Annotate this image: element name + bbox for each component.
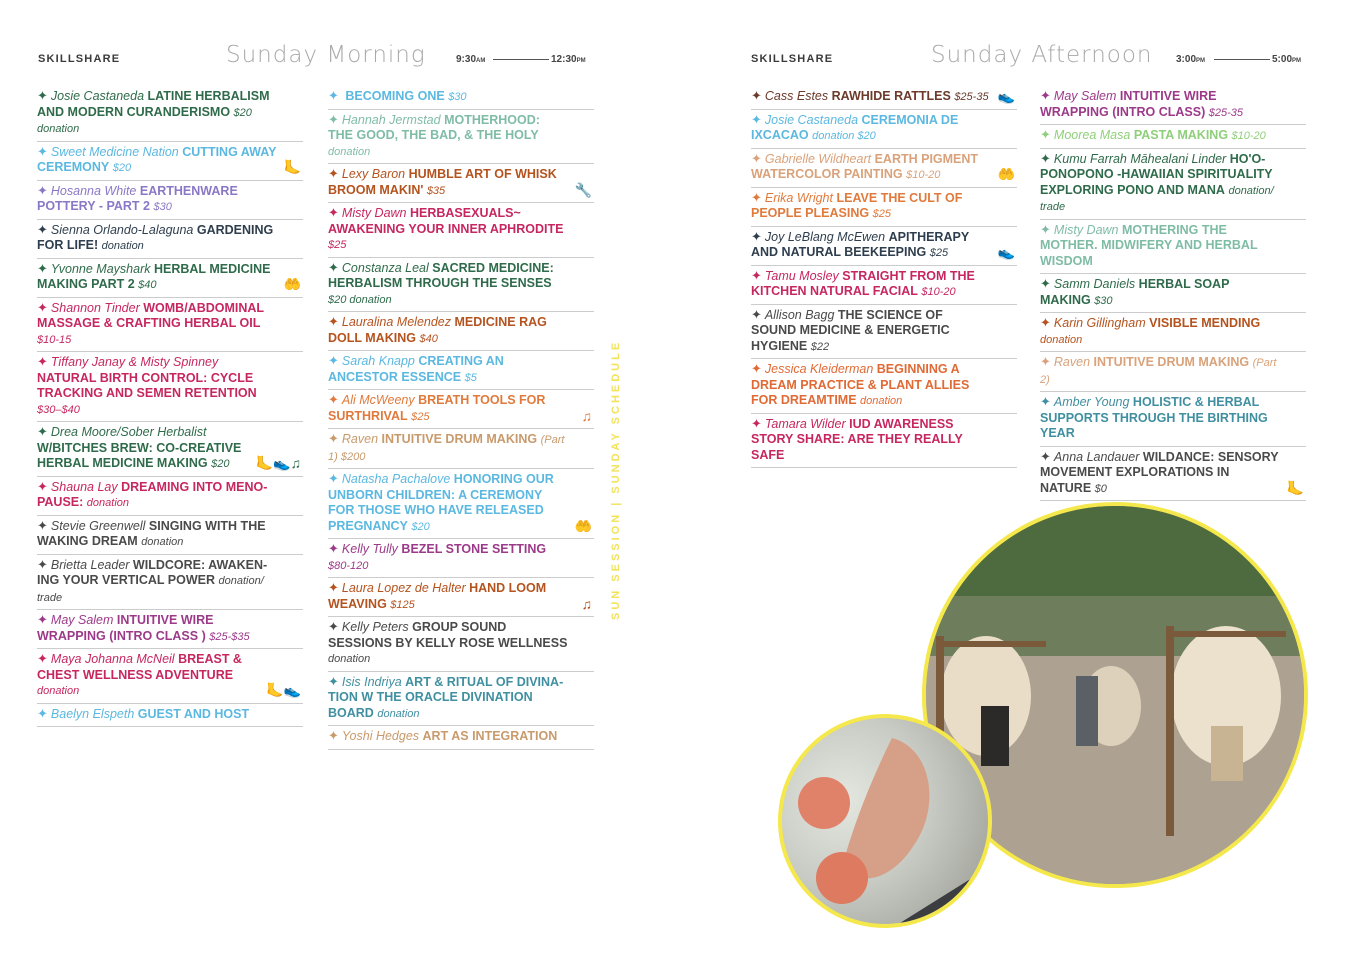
star-icon: ✦	[1040, 88, 1051, 103]
vertical-schedule-label: SUN SESSION | SUNDAY SCHEDULE	[610, 339, 622, 620]
workshop-title: SACRED MEDICINE: HERBALISM THROUGH THE SENSES	[328, 260, 554, 290]
schedule-item	[751, 414, 1017, 469]
presenter-name: Sarah Knapp	[341, 354, 415, 368]
workshop-title: HERBASEXUALS~ AWAKENING YOUR INNER APHRODITE	[328, 206, 564, 236]
presenter-name: Jessica Kleiderman	[764, 362, 874, 376]
foot-shoe-icon: 🦶👟	[266, 682, 301, 698]
star-icon: ✦	[328, 431, 339, 446]
workshop-title: MEDICINE RAG DOLL MAKING	[328, 315, 547, 345]
star-icon: ✦	[328, 353, 339, 368]
workshop-price: $20	[112, 162, 132, 174]
schedule-item	[328, 429, 594, 469]
presenter-name: Raven	[1053, 355, 1091, 369]
presenter-name: Maya Johanna McNeil	[50, 652, 175, 666]
page-title-left: Sunday Morning	[226, 42, 426, 68]
workshop-title: HOLISTIC & HERBAL SUPPORTS THROUGH THE BIRTHING YEAR	[1040, 395, 1268, 440]
star-icon: ✦	[328, 88, 339, 103]
schedule-item	[751, 227, 1017, 266]
workshop-title: HO'O-PONOPONO -HAWAIIAN SPIRITUALITY EXPLORING PONO AND MANA	[1040, 151, 1273, 197]
workshop-title: BREAST & CHEST WELLNESS ADVENTURE	[37, 652, 242, 682]
presenter-name: Anna Landauer	[1053, 449, 1140, 464]
workshop-title: WILDANCE: SENSORY MOVEMENT EXPLORATIONS IN NATURE	[1040, 449, 1279, 495]
presenter-name: Stevie Greenwell	[50, 518, 146, 533]
star-icon: ✦	[37, 354, 48, 369]
presenter-name: Amber Young	[1053, 395, 1130, 409]
star-icon: ✦	[751, 306, 762, 322]
workshop-title: MOTHERHOOD: THE GOOD, THE BAD, & THE HOLY	[328, 112, 540, 142]
presenter-name: May Salem	[50, 613, 114, 627]
schedule-item	[1040, 125, 1306, 149]
schedule-item	[328, 617, 594, 672]
schedule-item	[751, 149, 1017, 188]
workshop-title: LATINE HERBALISM AND MODERN CURANDERISMO	[37, 89, 270, 119]
schedule-item	[37, 555, 303, 611]
star-icon: ✦	[37, 705, 48, 721]
schedule-column-morning-2	[328, 86, 594, 750]
workshop-price: $10-15	[37, 333, 72, 346]
workshop-title: BECOMING ONE	[345, 89, 445, 103]
star-icon: ✦	[328, 166, 339, 181]
star-icon: ✦	[37, 651, 48, 666]
presenter-name: Joy LeBlang McEwen	[764, 229, 886, 244]
workshop-title: IUD AWARENESS STORY SHARE: ARE THEY REALLY SAFE	[751, 416, 963, 462]
workshop-price: donation	[328, 145, 371, 158]
schedule-item	[328, 539, 594, 578]
time-start-right: 3:00PM	[1176, 54, 1206, 65]
workshop-title: BEZEL STONE SETTING	[401, 542, 547, 556]
schedule-item	[328, 672, 594, 727]
star-icon: ✦	[37, 478, 48, 494]
workshop-price: $30	[153, 201, 172, 213]
workshop-price: $30–$40	[37, 403, 80, 416]
workshop-title: APITHERAPY AND NATURAL BEEKEEPING	[751, 229, 969, 259]
presenter-name: Allison Bagg	[764, 307, 835, 322]
workshop-price: donation	[86, 497, 130, 509]
workshop-price: $125	[390, 598, 415, 611]
schedule-item	[751, 86, 1017, 110]
foot-icon: 🦶	[283, 159, 301, 175]
star-icon: ✦	[328, 471, 339, 486]
star-icon: ✦	[37, 260, 48, 276]
workshop-price: $80-120	[328, 559, 369, 572]
star-icon: ✦	[751, 267, 762, 283]
presenter-name: Isis Indriya	[341, 674, 402, 689]
time-line-right	[1214, 59, 1270, 60]
schedule-item	[37, 516, 303, 555]
workshop-title: CUTTING AWAY CEREMONY	[37, 144, 277, 174]
workshop-title: INTUITIVE WIRE WRAPPING (INTRO CLASS )	[37, 613, 214, 643]
star-icon: ✦	[1040, 221, 1051, 237]
workshop-title: ART & RITUAL OF DIVINA-TION W THE ORACLE DIVINATION BOARD	[328, 674, 564, 720]
workshop-title: DREAMING INTO MENO-PAUSE:	[37, 479, 268, 509]
shoe-icon: 👟	[997, 88, 1015, 104]
presenter-name: Yvonne Mayshark	[50, 261, 151, 276]
workshop-price: donation	[1040, 333, 1083, 346]
schedule-item	[328, 351, 594, 390]
workshop-price: donation	[101, 240, 144, 252]
workshop-price: (Part 2)	[1040, 357, 1277, 386]
workshop-title: CREATING AN ANCESTOR ESSENCE	[328, 354, 504, 384]
page-title-right: Sunday Afternoon	[931, 42, 1153, 68]
workshop-title: GARDENING FOR LIFE!	[37, 222, 274, 252]
schedule-item	[328, 726, 594, 750]
workshop-title: SINGING WITH THE WAKING DREAM	[37, 518, 266, 548]
presenter-name: Shauna Lay	[50, 479, 118, 494]
workshop-title: WILDCORE: AWAKEN-ING YOUR VERTICAL POWER	[37, 557, 268, 587]
workshop-price: (Part 1) $200	[328, 434, 565, 463]
schedule-item	[751, 266, 1017, 305]
workshop-price: donation	[377, 707, 420, 720]
workshop-price: $30	[1094, 294, 1113, 307]
workshop-price: $10-20	[1231, 130, 1266, 142]
schedule-item	[328, 469, 594, 539]
schedule-item	[328, 110, 594, 165]
workshop-price: $25	[411, 410, 430, 423]
wrench-icon: 🔧	[574, 181, 592, 198]
schedule-item	[1040, 274, 1306, 313]
presenter-name: Gabrielle Wildheart	[764, 151, 872, 166]
workshop-price: $20 donation	[37, 106, 252, 135]
star-icon: ✦	[1040, 394, 1051, 409]
presenter-name: Kelly Tully	[341, 542, 398, 556]
schedule-item	[37, 181, 303, 220]
workshop-title: HUMBLE ART OF WHISK BROOM MAKIN'	[328, 167, 557, 197]
presenter-name: Constanza Leal	[341, 260, 429, 275]
workshop-title: THE SCIENCE OF SOUND MEDICINE & ENERGETIC HYGIENE	[751, 307, 950, 353]
workshop-price: $40	[138, 279, 157, 291]
star-icon: ✦	[1040, 276, 1051, 291]
workshop-title: GROUP SOUND SESSIONS BY KELLY ROSE WELLNESS	[328, 620, 568, 650]
schedule-item	[37, 610, 303, 649]
workshop-title: NATURAL BIRTH CONTROL: CYCLE TRACKING AND SEMEN RETENTION	[37, 370, 257, 400]
presenter-name: Lauralina Melendez	[341, 315, 452, 329]
schedule-item	[37, 649, 303, 704]
workshop-title: HONORING OUR UNBORN CHILDREN: A CEREMONY FOR THOSE WHO HAVE RELEASED PREGNANCY	[328, 472, 554, 533]
workshop-title: RAWHIDE RATTLES	[831, 89, 951, 103]
star-icon: ✦	[1040, 354, 1051, 369]
workshop-price: $30	[448, 91, 467, 103]
star-icon: ✦	[37, 424, 48, 439]
workshop-title: W/BITCHES BREW: CO-CREATIVE HERBAL MEDICINE MAKING	[37, 440, 242, 470]
presenter-name: Brietta Leader	[50, 557, 130, 572]
star-icon: ✦	[328, 728, 339, 743]
heart-hand-icon: 🤲	[997, 166, 1015, 182]
star-icon: ✦	[328, 580, 339, 595]
star-icon: ✦	[37, 221, 48, 237]
music-icon: ♫	[581, 407, 592, 424]
section-label-right: SKILLSHARE	[751, 53, 834, 65]
star-icon: ✦	[751, 150, 762, 166]
presenter-name: Lexy Baron	[341, 167, 406, 181]
workshop-price: donation/ trade	[37, 575, 264, 604]
workshop-title: EARTH PIGMENT WATERCOLOR PAINTING	[751, 151, 979, 181]
star-icon: ✦	[328, 541, 339, 556]
workshop-title: VISIBLE MENDING	[1149, 316, 1261, 330]
presenter-name: Cass Estes	[764, 89, 829, 103]
workshop-price: donation	[328, 653, 371, 665]
presenter-name: May Salem	[1053, 89, 1117, 103]
workshop-title: ART AS INTEGRATION	[422, 729, 558, 743]
schedule-item	[328, 258, 594, 313]
presenter-name: Hannah Jermstad	[341, 112, 441, 127]
workshop-title: HERBAL MEDICINE MAKING PART 2	[37, 261, 271, 291]
presenter-name: Misty Dawn	[1053, 222, 1119, 237]
schedule-item	[37, 477, 303, 516]
workshop-price: donation	[141, 536, 184, 548]
workshop-price: $25-35	[1208, 106, 1244, 119]
schedule-item	[37, 259, 303, 298]
workshop-title: INTUITIVE WIRE WRAPPING (INTRO CLASS)	[1040, 89, 1217, 119]
workshop-price: donation/ trade	[1040, 184, 1274, 213]
workshop-title: LEAVE THE CULT OF PEOPLE PLEASING	[751, 190, 963, 220]
time-end-right: 5:00PM	[1272, 54, 1302, 65]
schedule-item	[37, 220, 303, 259]
star-icon: ✦	[328, 392, 339, 407]
schedule-item	[1040, 86, 1306, 125]
workshop-title: PASTA MAKING	[1133, 128, 1229, 142]
presenter-name: Yoshi Hedges	[341, 729, 420, 743]
schedule-item	[751, 305, 1017, 360]
schedule-item	[37, 298, 303, 353]
workshop-price: $25-$35	[209, 630, 250, 643]
workshop-price: $25-35	[954, 91, 989, 103]
schedule-item	[751, 110, 1017, 149]
schedule-item	[328, 203, 594, 258]
star-icon: ✦	[328, 205, 339, 220]
schedule-item	[1040, 149, 1306, 220]
hand-flowers-illustration	[782, 718, 988, 924]
schedule-item	[37, 86, 303, 142]
star-icon: ✦	[328, 673, 339, 689]
workshop-price: $10-20	[906, 169, 941, 181]
schedule-item	[328, 312, 594, 351]
presenter-name: Baelyn Elspeth	[50, 706, 135, 721]
presenter-name: Karin Gillingham	[1053, 316, 1146, 330]
star-icon: ✦	[328, 619, 339, 634]
presenter-name: Shannon Tinder	[50, 300, 140, 315]
workshop-title: HAND LOOM WEAVING	[328, 581, 547, 611]
foot-icon: 🦶	[1286, 479, 1304, 496]
schedule-item	[37, 352, 303, 422]
schedule-item	[328, 390, 594, 429]
schedule-column-afternoon-2	[1040, 86, 1306, 501]
schedule-item	[328, 578, 594, 617]
heart-hand-shoe-icon: 🤲	[574, 517, 592, 534]
presenter-name: Samm Daniels	[1053, 277, 1136, 291]
presenter-name: Tiffany Janay & Misty Spinney	[50, 355, 219, 369]
time-end-left: 12:30PM	[551, 54, 586, 65]
workshop-title: MOTHERING THE MOTHER. MIDWIFERY AND HERBAL WISDOM	[1040, 222, 1258, 268]
schedule-item	[1040, 220, 1306, 275]
workshop-title: INTUITIVE DRUM MAKING	[381, 432, 538, 446]
star-icon: ✦	[751, 189, 762, 205]
time-line-left	[493, 59, 549, 60]
time-start-left: 9:30AM	[456, 54, 486, 65]
workshop-price: donation $20	[812, 130, 876, 142]
schedule-item	[328, 86, 594, 110]
workshop-title: BREATH TOOLS FOR SURTHRIVAL	[328, 393, 546, 423]
workshop-title: WOMB/ABDOMINAL MASSAGE & CRAFTING HERBAL OIL	[37, 300, 264, 330]
presenter-name: Natasha Pachalove	[341, 472, 451, 486]
star-icon: ✦	[37, 556, 48, 572]
schedule-column-morning-1	[37, 86, 303, 727]
presenter-name: Sweet Medicine Nation	[50, 144, 179, 159]
star-icon: ✦	[37, 182, 48, 198]
star-icon: ✦	[751, 361, 762, 376]
presenter-name: Raven	[341, 432, 379, 446]
star-icon: ✦	[328, 314, 339, 329]
workshop-photo-small	[778, 714, 992, 928]
schedule-item	[1040, 392, 1306, 447]
presenter-name: Laura Lopez de Halter	[341, 581, 466, 595]
schedule-item	[37, 142, 303, 181]
schedule-item	[1040, 447, 1306, 502]
shoe-icon: 👟	[997, 244, 1015, 260]
schedule-item	[37, 704, 303, 728]
schedule-item	[751, 359, 1017, 414]
workshop-price: $0	[1094, 482, 1107, 495]
star-icon: ✦	[37, 517, 48, 533]
workshop-price: $40	[419, 332, 438, 345]
workshop-title: INTUITIVE DRUM MAKING	[1093, 355, 1250, 369]
presenter-name: Tamu Mosley	[764, 268, 839, 283]
heart-hand-icon: 🤲	[283, 276, 301, 292]
star-icon: ✦	[1040, 150, 1051, 166]
presenter-name: Ali McWeeny	[341, 393, 415, 407]
workshop-price: donation	[37, 685, 80, 697]
workshop-title: HERBAL SOAP MAKING	[1040, 277, 1230, 307]
workshop-price: $20	[411, 520, 430, 533]
schedule-item	[328, 164, 594, 203]
workshop-price: $10-20	[921, 286, 956, 298]
presenter-name: Josie Castaneda	[764, 112, 859, 127]
presenter-name: Moorea Masa	[1053, 128, 1131, 142]
star-icon: ✦	[328, 111, 339, 127]
presenter-name: Josie Castaneda	[50, 89, 145, 103]
star-icon: ✦	[37, 299, 48, 315]
presenter-name: Drea Moore/Sober Herbalist	[50, 425, 207, 439]
presenter-name: Misty Dawn	[341, 206, 407, 220]
workshop-price: $35	[426, 184, 446, 197]
presenter-name: Sienna Orlando-Lalaguna	[50, 222, 194, 237]
workshop-title: BEGINNING A DREAM PRACTICE & PLANT ALLIES FOR DREAMTIME	[751, 362, 970, 407]
star-icon: ✦	[328, 259, 339, 275]
star-icon: ✦	[751, 111, 762, 127]
star-icon: ✦	[751, 88, 762, 103]
workshop-price: $25	[929, 247, 949, 259]
star-icon: ✦	[37, 612, 48, 627]
workshop-title: CEREMONIA DE IXCACAO	[751, 112, 959, 142]
presenter-name: Erika Wright	[764, 190, 833, 205]
star-icon: ✦	[1040, 448, 1051, 464]
schedule-item	[1040, 313, 1306, 352]
star-icon: ✦	[37, 88, 48, 103]
workshop-price: donation	[860, 395, 903, 407]
star-icon: ✦	[1040, 127, 1051, 142]
workshop-title: EARTHENWARE POTTERY - PART 2	[37, 183, 238, 213]
section-label-left: SKILLSHARE	[38, 53, 121, 65]
presenter-name: Kelly Peters	[341, 620, 409, 634]
star-icon: ✦	[37, 143, 48, 159]
workshop-title: STRAIGHT FROM THE KITCHEN NATURAL FACIAL	[751, 268, 975, 298]
presenter-name: Hosanna White	[50, 183, 137, 198]
schedule-item	[751, 188, 1017, 227]
schedule-column-afternoon-1	[751, 86, 1017, 468]
workshop-price: $5	[464, 371, 477, 384]
presenter-name: Kumu Farrah Māhealani Linder	[1053, 151, 1227, 166]
music-icon: ♫	[581, 595, 592, 612]
star-icon: ✦	[1040, 315, 1051, 330]
schedule-item	[1040, 352, 1306, 392]
workshop-price: $20 donation	[328, 293, 392, 306]
workshop-title: GUEST AND HOST	[137, 706, 250, 721]
schedule-item	[37, 422, 303, 477]
star-icon: ✦	[751, 228, 762, 244]
workshop-price: $20	[211, 458, 230, 470]
workshop-price: $22	[810, 340, 830, 353]
workshop-price: $25	[328, 239, 347, 251]
presenter-name: Tamara Wilder	[764, 416, 846, 431]
star-icon: ✦	[751, 415, 762, 431]
foot-shoe-music-icon: 🦶👟♫	[255, 455, 301, 471]
workshop-price: $25	[872, 208, 891, 220]
